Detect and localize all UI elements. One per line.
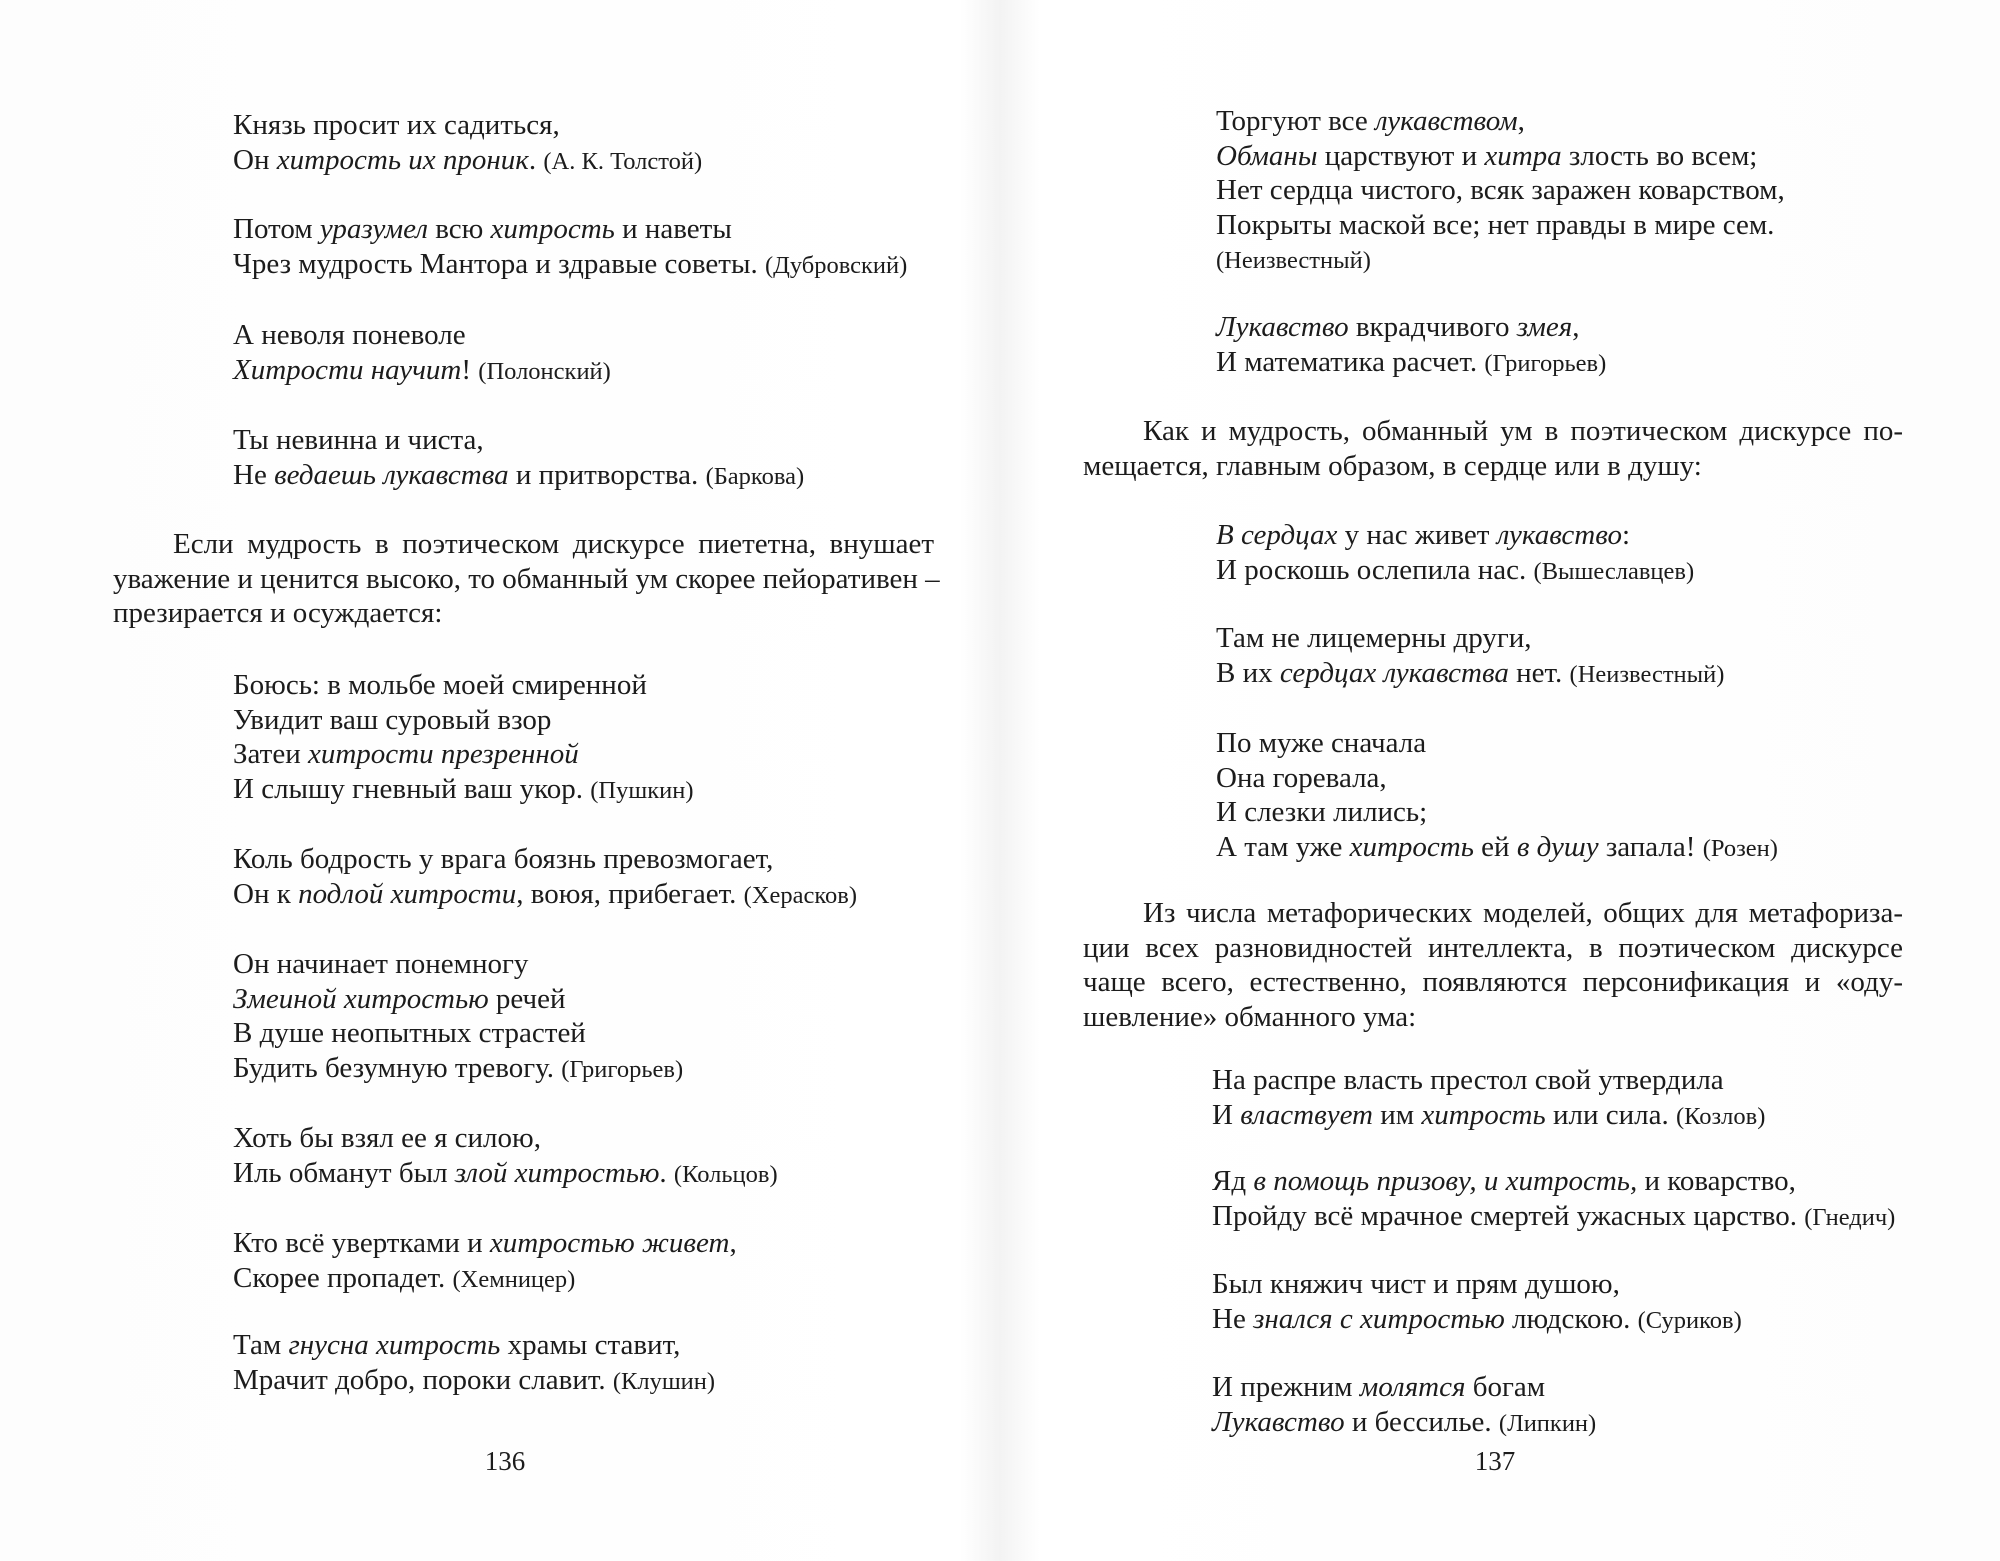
text: Мрачит добро, пороки славит. (233, 1363, 613, 1396)
text: Она горевала, (1216, 761, 1387, 794)
quote-line (1216, 795, 1778, 830)
quote-line (1216, 104, 1785, 139)
text: нет. (1508, 656, 1570, 689)
text: царствуют и (1317, 139, 1485, 172)
quote-line (233, 668, 694, 703)
quote-line (233, 737, 694, 772)
emphasis: Лукавство (1212, 1405, 1345, 1438)
attribution: (Гнедич) (1804, 1203, 1896, 1231)
text: и бессилье. (1344, 1405, 1499, 1438)
emphasis: подлой хитрости (298, 877, 517, 910)
emphasis: Хитрости научит (233, 353, 462, 386)
text: людскою. (1504, 1302, 1638, 1335)
quote-line (233, 982, 683, 1017)
text: , (1572, 311, 1580, 343)
emphasis: ведаешь лукавства (274, 458, 509, 491)
emphasis: хитрость (490, 213, 615, 245)
emphasis: змея (1516, 311, 1573, 343)
quote-line (233, 877, 857, 914)
text: : (1621, 519, 1631, 551)
paragraph-line: шевление» обманного ума: (1083, 1000, 1417, 1033)
quote (1216, 310, 1606, 381)
text: у нас живет (1337, 519, 1497, 551)
quote (1212, 1063, 1765, 1134)
emphasis: злой хитростью (454, 1156, 660, 1189)
attribution: (Хемницер) (452, 1265, 576, 1293)
text: и наветы (614, 213, 732, 245)
quote (1216, 518, 1694, 589)
quote-line (1212, 1164, 1895, 1199)
emphasis: Обманы (1216, 139, 1318, 172)
attribution: (Баркова) (705, 462, 805, 490)
paragraph-line: Если мудрость в поэтическом дискурсе пиететна, внушает (173, 528, 934, 560)
attribution: (Дубровский) (764, 251, 908, 279)
emphasis: властвует (1240, 1098, 1373, 1131)
attribution: (Козлов) (1675, 1102, 1766, 1130)
quote-line (1212, 1302, 1742, 1339)
quote-line (233, 212, 907, 247)
emphasis: хитрость (1349, 830, 1474, 863)
emphasis: хитрость (1421, 1098, 1546, 1131)
text: А неволя поневоле (233, 319, 466, 351)
attribution: (Розен) (1702, 834, 1778, 862)
quote-line (1212, 1267, 1742, 1302)
quote (233, 1121, 778, 1192)
text: злость во всем; (1561, 139, 1758, 172)
paragraph-line: ции всех разновидностей интеллекта, в поэтическом дискурсе (1083, 931, 1903, 964)
quote-line (233, 423, 804, 458)
attribution: (Вышеславцев) (1533, 557, 1695, 585)
text: Скорее пропадет. (233, 1261, 453, 1294)
text: и притворства. (508, 458, 706, 491)
text: И слышу гневный ваш укор. (233, 772, 591, 805)
text: запала! (1598, 830, 1703, 863)
quote-line (1216, 345, 1606, 382)
attribution: (Суриков) (1637, 1306, 1742, 1334)
quote (233, 668, 694, 808)
paragraph-line: чаще всего, естественно, появляются персонификация и «оду- (1083, 966, 1903, 998)
text: Кто всё увертками и (233, 1227, 490, 1259)
quote-line (1212, 1063, 1765, 1098)
quote-line (1216, 173, 1785, 208)
quote-line (233, 1016, 683, 1051)
text: И математика расчет. (1216, 345, 1485, 378)
text: , воюя, прибегает. (516, 877, 744, 910)
quote-line (1216, 139, 1785, 174)
quote-line (1216, 621, 1724, 656)
text: И слезки лились; (1216, 796, 1428, 828)
text: Там (233, 1329, 289, 1361)
quote-line (233, 703, 694, 738)
quote (233, 423, 804, 494)
text: ! (461, 353, 479, 386)
paragraph (1083, 414, 1903, 483)
attribution: (Неизвестный) (1216, 247, 1371, 274)
quote (1216, 104, 1785, 279)
text: Потом (233, 213, 320, 245)
text: Не (233, 458, 275, 491)
text: Он к (233, 877, 299, 910)
paragraph-line: Из числа метафорических моделей, общих для метафориза- (1143, 897, 1903, 929)
paragraph-line: мещается, главным образом, в сердце или в душу: (1083, 449, 1702, 482)
attribution: (Полонский) (478, 357, 611, 385)
quote-line (233, 842, 857, 877)
emphasis: в душу (1516, 830, 1599, 863)
emphasis: в помощь призову, и хитрость, (1253, 1165, 1638, 1197)
paragraph (113, 527, 940, 631)
text: Хоть бы взял ее я силою, (233, 1122, 541, 1154)
emphasis: Лукавство (1216, 311, 1349, 343)
quote-line (1216, 726, 1778, 761)
paragraph-line: уважение и ценится высоко, то обманный ум скорее пейоративен – (113, 562, 940, 595)
quote (1212, 1164, 1895, 1235)
text: В их (1216, 656, 1280, 689)
text: Иль обманут был (233, 1156, 455, 1189)
text: И роскошь ослепила нас. (1216, 553, 1534, 586)
quote-line (233, 143, 702, 180)
quote-line (233, 108, 702, 143)
attribution: (Григорьев) (1484, 349, 1607, 377)
quote (1212, 1267, 1742, 1338)
quote-line (233, 247, 907, 284)
text: Там не лицемерны други, (1216, 622, 1532, 654)
quote-line (233, 1156, 778, 1193)
text: А там уже (1216, 830, 1350, 863)
quote-line (1212, 1098, 1765, 1135)
text: Ты невинна и чиста, (233, 424, 484, 456)
text: Будить безумную тревогу. (233, 1051, 562, 1084)
emphasis: хитра (1484, 139, 1562, 172)
text: Увидит ваш суровый взор (233, 703, 552, 736)
quote-line (233, 353, 611, 390)
text: И (1212, 1098, 1241, 1131)
text: им (1373, 1098, 1422, 1131)
text: По муже сначала (1216, 727, 1427, 759)
right-page (1000, 0, 2000, 1561)
text: Яд (1212, 1165, 1254, 1197)
attribution: (Кольцов) (673, 1160, 778, 1188)
text: Нет сердца чистого, всяк заражен коварством, (1216, 174, 1785, 206)
quote-line (1216, 518, 1694, 553)
emphasis: уразумел (319, 213, 428, 245)
attribution: (Клушин) (612, 1367, 716, 1395)
text: Коль бодрость у врага боязнь превозмогает, (233, 843, 774, 875)
text: Он (233, 143, 277, 176)
text: Пройду всё мрачное смертей ужасных царство. (1212, 1199, 1805, 1232)
text: всю (427, 213, 491, 245)
quote-line (233, 1051, 683, 1088)
quote-line (1216, 310, 1606, 345)
attribution: (Неизвестный) (1569, 660, 1725, 688)
quote (233, 947, 683, 1087)
quote-line (233, 1226, 737, 1261)
emphasis: молятся (1359, 1371, 1466, 1403)
text: Затеи (233, 738, 308, 770)
emphasis: хитрости презренной (307, 738, 579, 770)
quote-line (1212, 1199, 1895, 1236)
text: , (729, 1227, 737, 1259)
quote (233, 1328, 715, 1399)
page-number: 137 (1474, 1446, 1516, 1476)
attribution: (Херасков) (743, 881, 858, 909)
emphasis: гнусна хитрость (288, 1329, 501, 1361)
quote-line (1216, 242, 1785, 279)
text: ей (1473, 830, 1517, 863)
text: или сила. (1545, 1098, 1676, 1131)
paragraph (1083, 896, 1903, 1034)
text: Торгуют все (1216, 105, 1376, 137)
quote-line (1216, 553, 1694, 590)
text: , (1517, 105, 1525, 137)
emphasis: Змеиной хитростью (233, 982, 489, 1015)
quote-line (1212, 1405, 1596, 1442)
attribution: (Григорьев) (561, 1055, 684, 1083)
quote-line (233, 1363, 715, 1400)
text: . (659, 1156, 674, 1189)
quote (233, 1226, 737, 1297)
paragraph-line: презирается и осуждается: (113, 597, 443, 629)
emphasis: В сердцах (1216, 519, 1338, 551)
quote-line (1216, 830, 1778, 867)
quote-line (233, 458, 804, 495)
quote-line (233, 1328, 715, 1363)
quote (1216, 726, 1778, 866)
text: Боюсь: в мольбе моей смиренной (233, 669, 647, 701)
text: храмы ставит, (500, 1329, 681, 1361)
attribution: (Липкин) (1498, 1409, 1597, 1437)
text: вкрадчивого (1348, 311, 1517, 343)
paragraph-line: Как и мудрость, обманный ум в поэтическом дискурсе по- (1143, 415, 1903, 447)
text: И прежним (1212, 1371, 1360, 1403)
quote-line (233, 1261, 737, 1298)
emphasis: хитрость их проник (276, 143, 529, 176)
text: и коварство, (1637, 1165, 1796, 1197)
quote-line (233, 318, 611, 353)
quote-line (233, 1121, 778, 1156)
quote (1216, 621, 1724, 692)
quote-line (1216, 761, 1778, 796)
text: Покрыты маской все; нет правды в мире сем. (1216, 208, 1775, 241)
page-number: 136 (484, 1446, 526, 1476)
quote (233, 108, 702, 179)
text: Князь просит их садиться, (233, 109, 560, 141)
quote (1212, 1370, 1596, 1441)
quote-line (1216, 208, 1785, 243)
text: богам (1465, 1371, 1546, 1403)
emphasis: лукавством (1375, 105, 1518, 137)
text: Он начинает понемногу (233, 948, 529, 980)
attribution: (А. К. Толстой) (543, 147, 703, 175)
text: Чрез мудрость Мантора и здравые советы. (233, 247, 765, 280)
text: В душе неопытных страстей (233, 1017, 586, 1049)
emphasis: знался с хитростью (1253, 1302, 1505, 1335)
quote (233, 842, 857, 913)
quote-line (233, 772, 694, 809)
emphasis: хитростью живет (489, 1227, 730, 1259)
text: речей (488, 982, 566, 1015)
emphasis: сердцах лукавства (1279, 656, 1509, 689)
text: Был княжич чист и прям душою, (1212, 1268, 1620, 1300)
text: Не (1212, 1302, 1254, 1335)
text: . (528, 143, 544, 176)
quote (233, 318, 611, 389)
emphasis: лукавство (1496, 519, 1622, 551)
attribution: (Пушкин) (590, 776, 694, 804)
quote (233, 212, 907, 283)
quote-line (1212, 1370, 1596, 1405)
text: На распре власть престол свой утвердила (1212, 1064, 1724, 1096)
quote-line (233, 947, 683, 982)
quote-line (1216, 656, 1724, 693)
